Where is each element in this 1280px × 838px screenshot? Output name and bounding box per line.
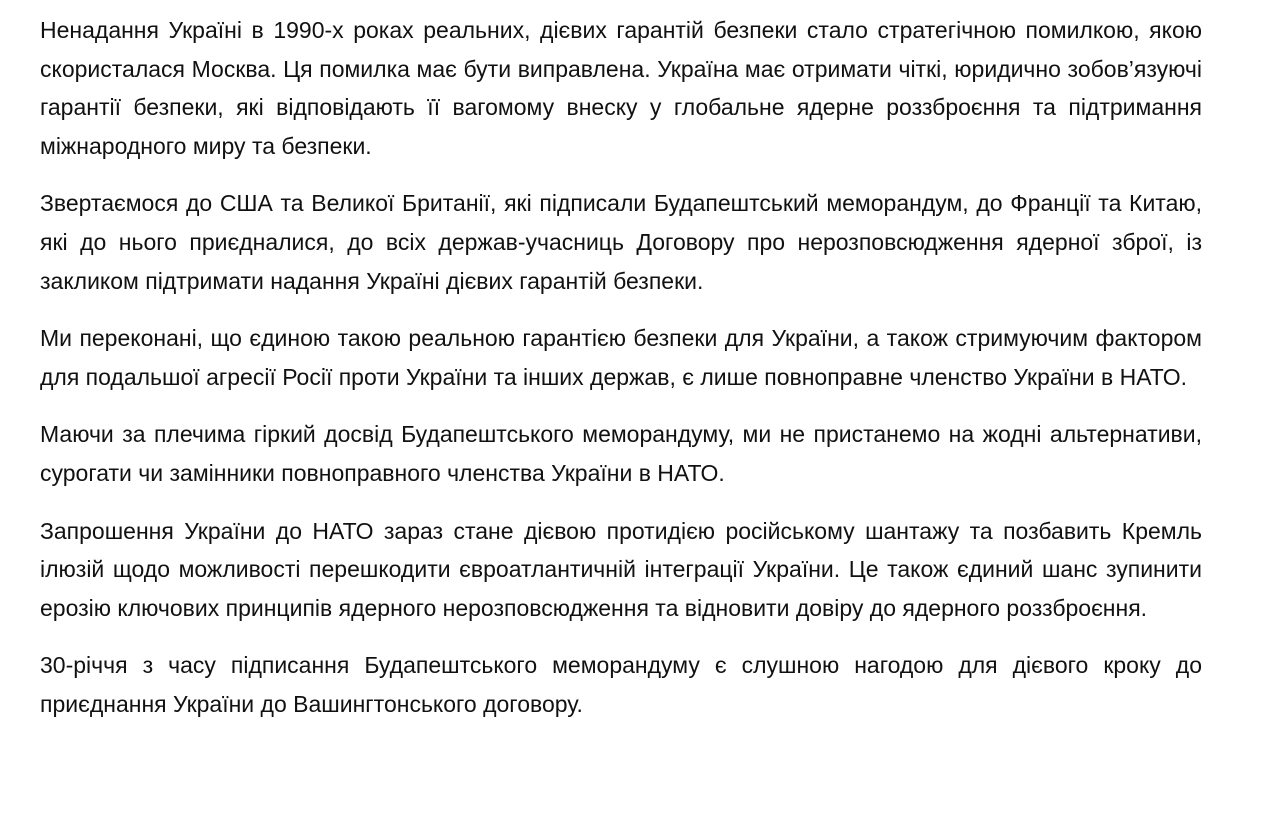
paragraph-nato-membership: Ми переконані, що єдиною такою реальною гарантією безпеки для України, а також стримуючим фактором для подальшої агресії Росії проти України та інших держав, є лише повноправне членство України в НАТО.	[40, 325, 1202, 390]
paragraph-appeal-to-states: Звертаємося до США та Великої Британії, які підписали Будапештський меморандум, до Франції та Китаю, які до нього приєдналися, до всіх держав-учасниць Договору про нерозповсюдження ядерної зброї, із закликом підтримати надання Україні дієвих гарантій безпеки.	[40, 190, 1202, 294]
paragraph-nato-invitation: Запрошення України до НАТО зараз стане дієвою протидією російському шантажу та позбавить Кремль ілюзій щодо можливості перешкодити євроатлантичній інтеграції України. Це також єдиний шанс зупинити ерозію ключових принципів ядерного нерозповсюдження та відновити довіру до ядерного роззброєння.	[40, 517, 1202, 621]
paragraph-anniversary: 30-річчя з часу підписання Будапештського меморандуму є слушною нагодою для дієвого кроку до приєднання України до Вашингтонського договору.	[40, 652, 1202, 717]
paragraph-no-alternatives: Маючи за плечима гіркий досвід Будапештського меморандуму, ми не пристанемо на жодні альтернативи, сурогати чи замінники повноправного членства України в НАТО.	[40, 421, 1202, 486]
paragraph-security-guarantees: Ненадання Україні в 1990-х роках реальних, дієвих гарантій безпеки стало стратегічною помилкою, якою скористалася Москва. Ця помилка має бути виправлена. Україна має отримати чіткі, юридично зобов’язуючі гарантії безпеки, які відповідають її вагомому внеску у глобальне ядерне роззброєння та підтримання міжнародного миру та безпеки.	[40, 17, 1202, 159]
